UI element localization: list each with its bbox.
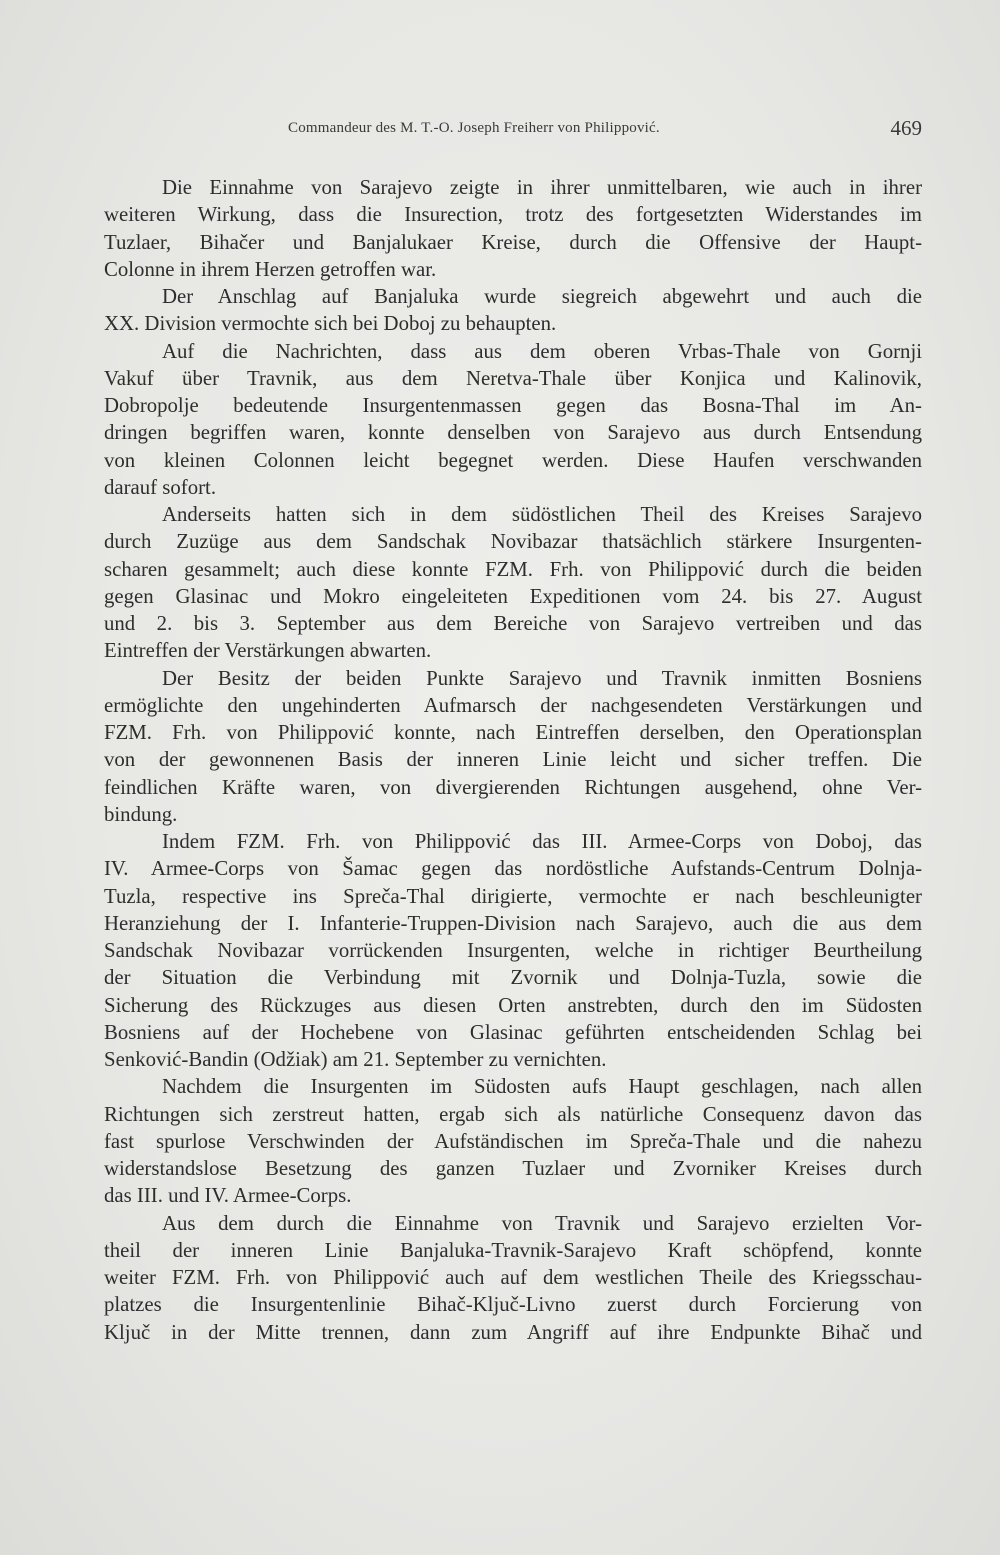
text-line: Nachdem die Insurgenten im Südosten aufs Haupt geschlagen, nach allen — [162, 1075, 922, 1099]
text-line: IV. Armee-Corps von Šamac gegen das nordöstliche Aufstands-Centrum Dolnja- — [104, 857, 922, 881]
text-line: Vakuf über Travnik, aus dem Neretva-Thale über Konjica und Kalinovik, — [104, 366, 922, 390]
text-line: weiteren Wirkung, dass die Insurection, trotz des fortgesetzten Widerstandes im — [104, 203, 922, 227]
text-line: und 2. bis 3. September aus dem Bereiche von Sarajevo vertreiben und das — [104, 612, 922, 635]
text-line: Eintreffen der Verstärkungen abwarten. — [104, 639, 432, 663]
text-line: feindlichen Kräfte waren, von divergierenden Richtungen ausgehend, ohne Ver- — [104, 775, 922, 799]
text-line: gegen Glasinac und Mokro eingeleiteten Expeditionen vom 24. bis 27. August — [104, 584, 922, 608]
text-line: Ključ in der Mitte trennen, dann zum Angriff auf ihre Endpunkte Bihač und — [104, 1320, 922, 1344]
text-line: widerstandslose Besetzung des ganzen Tuzlaer und Zvorniker Kreises durch — [104, 1157, 922, 1180]
text-line: scharen gesammelt; auch diese konnte FZM. Frh. von Philippović durch die beiden — [104, 557, 922, 581]
body-text — [104, 174, 922, 1346]
text-line: Indem FZM. Frh. von Philippović das III. Armee-Corps von Doboj, das — [162, 830, 922, 853]
text-line: XX. Division vermochte sich bei Doboj zu behaupten. — [104, 312, 557, 336]
text-line: Sicherung des Rückzuges aus diesen Orten anstrebten, durch den im Südosten — [104, 993, 922, 1017]
text-line: Aus dem durch die Einnahme von Travnik und Sarajevo erzielten Vor- — [162, 1211, 922, 1235]
text-line: Senković-Bandin (Odžiak) am 21. September zu vernichten. — [104, 1048, 607, 1071]
text-line: bindung. — [104, 802, 178, 826]
text-line: fast spurlose Verschwinden der Aufständischen im Spreča-Thale und die nahezu — [104, 1129, 922, 1153]
text-line: Der Besitz der beiden Punkte Sarajevo und Travnik inmitten Bosniens — [162, 666, 922, 690]
running-title: Commandeur des M. T.-O. Joseph Freiherr von Philippović. — [288, 120, 660, 136]
text-line: Tuzlaer, Bihačer und Banjalukaer Kreise, durch die Offensive der Haupt- — [104, 230, 922, 254]
text-line: darauf sofort. — [104, 475, 217, 499]
text-line: der Situation die Verbindung mit Zvornik und Dolnja-Tuzla, sowie die — [104, 966, 922, 990]
text-line: FZM. Frh. von Philippović konnte, nach Eintreffen derselben, den Operationsplan — [104, 721, 922, 744]
text-line: Der Anschlag auf Banjaluka wurde siegreich abgewehrt und auch die — [162, 285, 922, 308]
text-line: Heranziehung der I. Infanterie-Truppen-Division nach Sarajevo, auch die aus dem — [104, 911, 922, 935]
text-line: Bosniens auf der Hochebene von Glasinac geführten entscheidenden Schlag bei — [104, 1020, 922, 1044]
text-line: Auf die Nachrichten, dass aus dem oberen Vrbas-Thale von Gornji — [162, 339, 922, 363]
text-line: Die Einnahme von Sarajevo zeigte in ihrer unmittelbaren, wie auch in ihrer — [162, 176, 922, 199]
text-line: Dobropolje bedeutende Insurgentenmassen gegen das Bosna-Thal im An- — [104, 394, 922, 417]
text-line: theil der inneren Linie Banjaluka-Travnik-Sarajevo Kraft schöpfend, konnte — [104, 1238, 922, 1262]
text-line: weiter FZM. Frh. von Philippović auch auf dem westlichen Theile des Kriegsschau- — [104, 1266, 922, 1289]
text-line: Richtungen sich zerstreut hatten, ergab sich als natürliche Consequenz davon das — [104, 1102, 922, 1126]
text-line: von kleinen Colonnen leicht begegnet werden. Diese Haufen verschwanden — [104, 448, 922, 472]
text-line: das III. und IV. Armee-Corps. — [104, 1184, 352, 1208]
running-header — [104, 114, 922, 144]
text-line: dringen begriffen waren, konnte denselben von Sarajevo aus durch Entsendung — [104, 421, 922, 445]
text-line: Anderseits hatten sich in dem südöstlichen Theil des Kreises Sarajevo — [162, 503, 922, 526]
page-number: 469 — [890, 116, 922, 140]
text-line: durch Zuzüge aus dem Sandschak Novibazar thatsächlich stärkere Insurgenten- — [104, 530, 922, 554]
text-line: Colonne in ihrem Herzen getroffen war. — [104, 257, 437, 281]
text-line: von der gewonnenen Basis der inneren Linie leicht und sicher treffen. Die — [104, 748, 922, 772]
text-line: ermöglichte den ungehinderten Aufmarsch der nachgesendeten Verstärkungen und — [104, 693, 922, 717]
text-line: Sandschak Novibazar vorrückenden Insurgenten, welche in richtiger Beurtheilung — [104, 939, 922, 962]
text-line: Tuzla, respective ins Spreča-Thal dirigierte, vermochte er nach beschleunigter — [104, 884, 922, 908]
text-line: platzes die Insurgentenlinie Bihač-Ključ-Livno zuerst durch Forcierung von — [104, 1293, 922, 1317]
